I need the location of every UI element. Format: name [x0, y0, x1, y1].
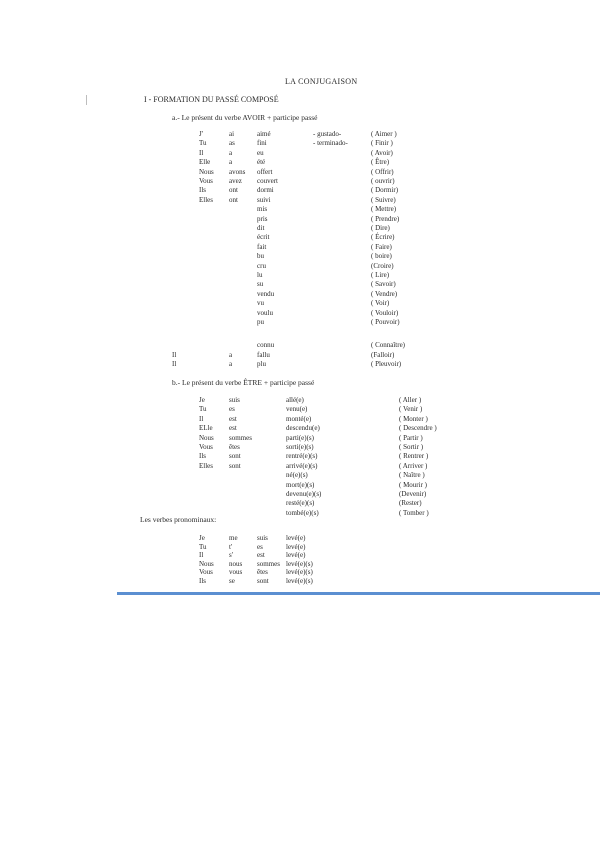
- infinitive-cell: ( Venir ): [399, 405, 423, 414]
- participle-cell: lu: [257, 271, 263, 279]
- infinitive-cell: ( Faire): [371, 242, 392, 251]
- participle-cell: pris: [257, 214, 268, 223]
- aux-cell: a: [229, 350, 233, 359]
- participle-cell: vendu: [257, 289, 275, 298]
- participle-cell: levé(e): [286, 542, 306, 551]
- reflexive-pronoun-cell: vous: [229, 568, 243, 577]
- participle-cell: fait: [257, 242, 267, 251]
- infinitive-cell: ( Finir ): [371, 139, 393, 148]
- infinitive-cell: ( Descendre ): [399, 424, 437, 433]
- infinitive-cell: (Falloir): [371, 350, 395, 359]
- participle-cell: rentré(e)(s): [286, 452, 318, 461]
- section-heading: I - FORMATION DU PASSÉ COMPOSÉ: [144, 95, 279, 104]
- infinitive-cell: ( Offrir): [371, 167, 394, 176]
- participle-cell: fallu: [257, 350, 270, 359]
- infinitive-cell: ( Partir ): [399, 433, 423, 442]
- participle-cell: dormi: [257, 186, 274, 195]
- infinitive-cell: ( Pouvoir): [371, 318, 400, 326]
- infinitive-cell: (Rester): [399, 499, 422, 508]
- pronoun-cell: Nous: [199, 559, 214, 568]
- participle-cell: devenu(e)(s): [286, 490, 322, 498]
- infinitive-cell: ( Mettre): [371, 205, 397, 214]
- pronominal-heading: Les verbes pronominaux:: [140, 515, 217, 524]
- aux-cell: a: [229, 360, 233, 369]
- auxiliary-cell: est: [257, 551, 265, 560]
- participle-cell: offert: [257, 167, 273, 176]
- pronoun-cell: Il: [199, 148, 204, 157]
- auxiliary-cell: es: [257, 542, 263, 551]
- auxiliary-cell: avons: [229, 167, 246, 176]
- auxiliary-cell: a: [229, 158, 233, 167]
- infinitive-cell: ( boire): [371, 252, 392, 261]
- participle-cell: levé(e)(s): [286, 559, 313, 568]
- auxiliary-cell: a: [229, 148, 233, 157]
- participle-cell: resté(e)(s): [286, 499, 315, 508]
- participle-cell: arrivé(e)(s): [286, 461, 318, 470]
- infinitive-cell: ( Mourir ): [399, 480, 427, 489]
- reflexive-pronoun-cell: s': [229, 551, 233, 560]
- participle-cell: levé(e)(s): [286, 568, 313, 577]
- participle-cell: aimé: [257, 130, 271, 138]
- pronoun-cell: Elles: [199, 461, 213, 470]
- pronoun-cell: Nous: [199, 433, 214, 442]
- pronoun-cell: Tu: [199, 542, 207, 551]
- participle-cell: suivi: [257, 195, 271, 204]
- page-title: LA CONJUGAISON: [285, 77, 358, 86]
- translation-note: - terminado-: [313, 139, 348, 148]
- translation-note: - gustado-: [313, 130, 342, 138]
- participle-cell: allé(e): [286, 396, 304, 404]
- pronoun-cell: Ils: [199, 452, 206, 461]
- infinitive-cell: ( Voir): [371, 299, 390, 308]
- pronoun-cell: Vous: [199, 568, 213, 577]
- pronoun-cell: Il: [199, 414, 204, 423]
- infinitive-cell: ( Prendre): [371, 214, 400, 223]
- infinitive-cell: ( Dormir): [371, 186, 399, 195]
- participle-cell: mis: [257, 205, 268, 214]
- infinitive-cell: ( Vendre): [371, 289, 398, 298]
- infinitive-cell: ( Aimer ): [371, 130, 397, 138]
- auxiliary-cell: sommes: [257, 559, 280, 568]
- participle-cell: écrit: [257, 233, 270, 242]
- infinitive-cell: ( Connaître): [371, 341, 406, 349]
- auxiliary-cell: êtes: [257, 568, 268, 577]
- infinitive-cell: ( Vouloir): [371, 308, 399, 317]
- pronoun-cell: Je: [199, 396, 205, 404]
- participle-cell: dit: [257, 224, 265, 232]
- auxiliary-cell: es: [229, 405, 235, 414]
- participle-cell: levé(e): [286, 534, 306, 542]
- pronoun-cell: Nous: [199, 167, 214, 176]
- participle-cell: cru: [257, 261, 266, 270]
- subsection-b-heading: b.- Le présent du verbe ÊTRE + participe passé: [172, 378, 315, 387]
- pronoun-cell: Ils: [199, 186, 206, 195]
- pronoun-cell: Je: [199, 534, 205, 542]
- auxiliary-cell: avez: [229, 177, 242, 185]
- infinitive-cell: ( Naître ): [399, 471, 425, 480]
- participle-cell: levé(e)(s): [286, 577, 313, 585]
- infinitive-cell: (Devenir): [399, 490, 427, 498]
- participle-cell: pu: [257, 318, 264, 326]
- participle-cell: né(e)(s): [286, 471, 308, 480]
- pronoun-cell: Elles: [199, 195, 213, 204]
- auxiliary-cell: sont: [229, 452, 241, 461]
- participle-cell: plu: [257, 360, 266, 369]
- pronoun-cell: Il: [172, 360, 177, 369]
- infinitive-cell: ( ouvrir): [371, 177, 395, 185]
- infinitive-cell: ( Aller ): [399, 396, 422, 404]
- participle-cell: vu: [257, 299, 264, 308]
- auxiliary-cell: suis: [229, 396, 240, 404]
- infinitive-cell: (Croire): [371, 261, 394, 270]
- pronoun-cell: Il: [199, 551, 204, 560]
- infinitive-cell: ( Pleuvoir): [371, 360, 402, 369]
- participle-cell: descendu(e): [286, 424, 320, 433]
- participle-cell: parti(e)(s): [286, 433, 314, 442]
- auxiliary-cell: ont: [229, 195, 238, 204]
- infinitive-cell: ( Savoir): [371, 280, 396, 289]
- participle-cell: connu: [257, 341, 275, 349]
- reflexive-pronoun-cell: nous: [229, 559, 243, 568]
- auxiliary-cell: sont: [257, 577, 269, 585]
- infinitive-cell: ( Être): [371, 158, 390, 167]
- subsection-a-heading: a.- Le présent du verbe AVOIR + participe passé: [172, 113, 318, 122]
- participle-cell: eu: [257, 148, 264, 157]
- participle-cell: monté(e): [286, 414, 312, 423]
- participle-cell: mort(e)(s): [286, 480, 315, 489]
- auxiliary-cell: sont: [229, 461, 241, 470]
- auxiliary-cell: ont: [229, 186, 238, 195]
- infinitive-cell: ( Arriver ): [399, 461, 428, 470]
- infinitive-cell: ( Écrire): [371, 233, 395, 242]
- auxiliary-cell: ai: [229, 130, 235, 138]
- reflexive-pronoun-cell: t': [229, 542, 233, 551]
- infinitive-cell: ( Monter ): [399, 414, 428, 423]
- infinitive-cell: ( Rentrer ): [399, 452, 429, 461]
- participle-cell: tombé(e)(s): [286, 508, 319, 517]
- auxiliary-cell: sommes: [229, 433, 252, 442]
- pronoun-cell: Tu: [199, 139, 207, 148]
- auxiliary-cell: êtes: [229, 443, 240, 451]
- reflexive-pronoun-cell: me: [229, 534, 238, 542]
- infinitive-cell: ( Suivre): [371, 195, 396, 204]
- auxiliary-cell: as: [229, 139, 235, 148]
- infinitive-cell: ( Sortir ): [399, 443, 424, 451]
- pronoun-cell: Tu: [199, 405, 207, 414]
- infinitive-cell: ( Lire): [371, 271, 390, 279]
- horizontal-rule: [117, 592, 600, 595]
- pronoun-cell: Il: [172, 350, 177, 359]
- scan-margin-mark: [86, 95, 87, 105]
- participle-cell: venu(e): [286, 405, 308, 414]
- participle-cell: su: [257, 280, 264, 289]
- pronoun-cell: J': [199, 130, 203, 138]
- pronoun-cell: Elle: [199, 158, 211, 167]
- participle-cell: levé(e): [286, 551, 306, 560]
- pronoun-cell: Vous: [199, 443, 213, 451]
- reflexive-pronoun-cell: se: [229, 577, 235, 585]
- infinitive-cell: ( Avoir): [371, 148, 393, 157]
- infinitive-cell: ( Tomber ): [399, 508, 429, 517]
- participle-cell: été: [257, 158, 266, 167]
- auxiliary-cell: suis: [257, 534, 268, 542]
- infinitive-cell: ( Dire): [371, 224, 390, 232]
- participle-cell: sorti(e)(s): [286, 443, 314, 451]
- participle-cell: bu: [257, 252, 264, 261]
- participle-cell: couvert: [257, 177, 278, 185]
- auxiliary-cell: est: [229, 414, 237, 423]
- participle-cell: voulu: [257, 308, 273, 317]
- participle-cell: fini: [257, 139, 267, 148]
- auxiliary-cell: est: [229, 424, 237, 433]
- pronoun-cell: Vous: [199, 177, 213, 185]
- pronoun-cell: Ils: [199, 577, 206, 585]
- pronoun-cell: ELle: [199, 424, 213, 433]
